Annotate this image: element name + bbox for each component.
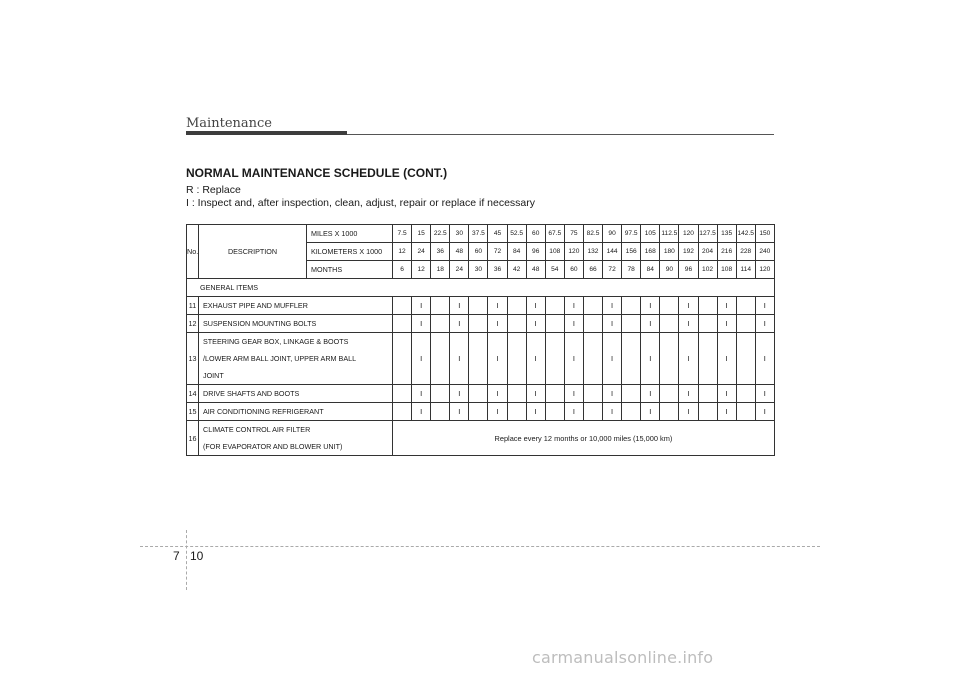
service-mark: I bbox=[641, 385, 660, 403]
interval-value: 84 bbox=[641, 261, 660, 279]
service-mark: I bbox=[412, 315, 431, 333]
service-mark: I bbox=[717, 315, 736, 333]
item-description bbox=[199, 421, 393, 456]
interval-value: 96 bbox=[526, 243, 545, 261]
interval-value: 114 bbox=[736, 261, 755, 279]
service-mark bbox=[507, 333, 526, 385]
interval-value: 82.5 bbox=[583, 225, 602, 243]
item-description bbox=[199, 333, 393, 385]
service-mark: I bbox=[717, 297, 736, 315]
service-mark bbox=[469, 333, 488, 385]
service-mark: I bbox=[755, 315, 774, 333]
service-mark: I bbox=[412, 297, 431, 315]
service-mark: I bbox=[603, 297, 622, 315]
service-mark bbox=[393, 333, 412, 385]
interval-value: 6 bbox=[393, 261, 412, 279]
service-mark bbox=[622, 297, 641, 315]
service-mark bbox=[660, 385, 679, 403]
service-mark bbox=[736, 297, 755, 315]
table-row bbox=[187, 315, 775, 333]
service-mark: I bbox=[564, 403, 583, 421]
interval-value: 204 bbox=[698, 243, 717, 261]
interval-value: 216 bbox=[717, 243, 736, 261]
item-description-line: CLIMATE CONTROL AIR FILTER bbox=[203, 425, 311, 434]
service-mark bbox=[507, 297, 526, 315]
interval-value: 30 bbox=[450, 225, 469, 243]
item-number: 12 bbox=[187, 315, 199, 333]
service-mark bbox=[622, 385, 641, 403]
interval-value: 66 bbox=[583, 261, 602, 279]
service-mark bbox=[736, 333, 755, 385]
service-mark: I bbox=[526, 315, 545, 333]
interval-value: 42 bbox=[507, 261, 526, 279]
item-description-line: (FOR EVAPORATOR AND BLOWER UNIT) bbox=[203, 442, 343, 451]
interval-value: 30 bbox=[469, 261, 488, 279]
service-mark bbox=[698, 315, 717, 333]
footer-divider bbox=[186, 530, 187, 590]
service-mark: I bbox=[488, 297, 507, 315]
general-items-label: GENERAL ITEMS bbox=[187, 279, 775, 297]
service-mark bbox=[469, 315, 488, 333]
interval-value: 72 bbox=[603, 261, 622, 279]
item-description-line: EXHAUST PIPE AND MUFFLER bbox=[203, 301, 308, 310]
service-mark: I bbox=[488, 385, 507, 403]
service-mark: I bbox=[450, 403, 469, 421]
interval-value: 180 bbox=[660, 243, 679, 261]
description-header: DESCRIPTION bbox=[199, 225, 307, 279]
service-mark: I bbox=[641, 315, 660, 333]
service-mark bbox=[469, 403, 488, 421]
service-mark: I bbox=[717, 333, 736, 385]
service-mark: I bbox=[755, 385, 774, 403]
service-mark: I bbox=[603, 385, 622, 403]
interval-value: 90 bbox=[603, 225, 622, 243]
service-mark: I bbox=[679, 403, 698, 421]
service-mark: I bbox=[488, 315, 507, 333]
service-mark: I bbox=[526, 297, 545, 315]
service-mark bbox=[545, 315, 564, 333]
table-row bbox=[187, 421, 775, 456]
service-mark: I bbox=[450, 315, 469, 333]
interval-value: 144 bbox=[603, 243, 622, 261]
service-mark bbox=[507, 403, 526, 421]
service-mark bbox=[660, 297, 679, 315]
service-mark bbox=[736, 403, 755, 421]
interval-value: 105 bbox=[641, 225, 660, 243]
service-mark bbox=[698, 333, 717, 385]
service-mark: I bbox=[755, 403, 774, 421]
interval-value: 60 bbox=[469, 243, 488, 261]
interval-value: 78 bbox=[622, 261, 641, 279]
interval-value: 60 bbox=[564, 261, 583, 279]
service-mark: I bbox=[412, 333, 431, 385]
interval-value: 75 bbox=[564, 225, 583, 243]
service-mark bbox=[583, 403, 602, 421]
item-description-line: STEERING GEAR BOX, LINKAGE & BOOTS bbox=[203, 337, 349, 346]
interval-value: 48 bbox=[450, 243, 469, 261]
interval-value: 7.5 bbox=[393, 225, 412, 243]
item-number: 16 bbox=[187, 421, 199, 456]
table-row bbox=[187, 385, 775, 403]
service-mark: I bbox=[564, 333, 583, 385]
service-mark bbox=[469, 297, 488, 315]
service-mark: I bbox=[488, 403, 507, 421]
interval-value: 12 bbox=[393, 243, 412, 261]
interval-value: 67.5 bbox=[545, 225, 564, 243]
service-mark: I bbox=[679, 315, 698, 333]
service-mark bbox=[583, 315, 602, 333]
footer-rule bbox=[140, 546, 820, 547]
item-description-line: /LOWER ARM BALL JOINT, UPPER ARM BALL bbox=[203, 354, 357, 363]
service-mark bbox=[698, 297, 717, 315]
service-mark bbox=[660, 333, 679, 385]
watermark: carmanualsonline.info bbox=[532, 648, 714, 667]
page-number: 10 bbox=[190, 549, 204, 563]
interval-value: 120 bbox=[679, 225, 698, 243]
service-mark bbox=[583, 333, 602, 385]
replace-note: Replace every 12 months or 10,000 miles (15,000 km) bbox=[393, 421, 775, 456]
interval-value: 132 bbox=[583, 243, 602, 261]
interval-label: KILOMETERS X 1000 bbox=[307, 243, 393, 261]
table-row bbox=[187, 403, 775, 421]
item-description bbox=[199, 315, 393, 333]
interval-label: MONTHS bbox=[307, 261, 393, 279]
service-mark: I bbox=[603, 315, 622, 333]
interval-value: 142.5 bbox=[736, 225, 755, 243]
header-row bbox=[187, 225, 775, 243]
service-mark: I bbox=[603, 333, 622, 385]
interval-value: 127.5 bbox=[698, 225, 717, 243]
interval-value: 72 bbox=[488, 243, 507, 261]
service-mark bbox=[393, 315, 412, 333]
interval-value: 48 bbox=[526, 261, 545, 279]
service-mark bbox=[622, 315, 641, 333]
interval-value: 108 bbox=[545, 243, 564, 261]
interval-value: 112.5 bbox=[660, 225, 679, 243]
service-mark: I bbox=[679, 297, 698, 315]
service-mark bbox=[622, 403, 641, 421]
interval-value: 36 bbox=[431, 243, 450, 261]
interval-value: 24 bbox=[450, 261, 469, 279]
service-mark: I bbox=[755, 297, 774, 315]
service-mark: I bbox=[526, 403, 545, 421]
general-items-row bbox=[187, 279, 775, 297]
legend-replace: R : Replace bbox=[186, 184, 241, 196]
item-number: 15 bbox=[187, 403, 199, 421]
service-mark bbox=[431, 297, 450, 315]
service-mark: I bbox=[564, 385, 583, 403]
interval-value: 150 bbox=[755, 225, 774, 243]
service-mark bbox=[736, 315, 755, 333]
service-mark bbox=[431, 315, 450, 333]
section-title: NORMAL MAINTENANCE SCHEDULE (CONT.) bbox=[186, 166, 448, 180]
service-mark bbox=[583, 297, 602, 315]
item-description-line: DRIVE SHAFTS AND BOOTS bbox=[203, 389, 300, 398]
service-mark: I bbox=[450, 385, 469, 403]
interval-value: 36 bbox=[488, 261, 507, 279]
interval-value: 52.5 bbox=[507, 225, 526, 243]
interval-value: 12 bbox=[412, 261, 431, 279]
interval-value: 120 bbox=[755, 261, 774, 279]
service-mark: I bbox=[564, 297, 583, 315]
service-mark: I bbox=[755, 333, 774, 385]
header-rule bbox=[347, 134, 774, 135]
item-description-line: SUSPENSION MOUNTING BOLTS bbox=[203, 319, 317, 328]
item-number: 11 bbox=[187, 297, 199, 315]
service-mark bbox=[545, 385, 564, 403]
service-mark bbox=[393, 385, 412, 403]
no-header: No. bbox=[187, 225, 199, 279]
interval-value: 90 bbox=[660, 261, 679, 279]
interval-value: 96 bbox=[679, 261, 698, 279]
interval-label: MILES X 1000 bbox=[307, 225, 393, 243]
service-mark bbox=[431, 403, 450, 421]
interval-value: 120 bbox=[564, 243, 583, 261]
service-mark bbox=[736, 385, 755, 403]
service-mark: I bbox=[526, 333, 545, 385]
service-mark bbox=[622, 333, 641, 385]
interval-value: 168 bbox=[641, 243, 660, 261]
service-mark: I bbox=[641, 333, 660, 385]
interval-value: 18 bbox=[431, 261, 450, 279]
header-title: Maintenance bbox=[186, 116, 272, 131]
service-mark: I bbox=[679, 385, 698, 403]
service-mark: I bbox=[412, 403, 431, 421]
service-mark bbox=[545, 297, 564, 315]
interval-value: 228 bbox=[736, 243, 755, 261]
interval-value: 60 bbox=[526, 225, 545, 243]
interval-value: 240 bbox=[755, 243, 774, 261]
item-description bbox=[199, 385, 393, 403]
interval-value: 156 bbox=[622, 243, 641, 261]
service-mark bbox=[545, 333, 564, 385]
item-description-line: JOINT bbox=[203, 371, 224, 380]
service-mark bbox=[393, 297, 412, 315]
service-mark bbox=[507, 315, 526, 333]
header-bar bbox=[186, 131, 347, 135]
item-number: 13 bbox=[187, 333, 199, 385]
chapter-number: 7 bbox=[173, 549, 180, 563]
interval-value: 192 bbox=[679, 243, 698, 261]
service-mark bbox=[431, 333, 450, 385]
maintenance-schedule-table bbox=[186, 224, 775, 456]
interval-value: 54 bbox=[545, 261, 564, 279]
item-description bbox=[199, 403, 393, 421]
table-row bbox=[187, 333, 775, 385]
service-mark: I bbox=[564, 315, 583, 333]
table-row bbox=[187, 297, 775, 315]
interval-value: 84 bbox=[507, 243, 526, 261]
service-mark bbox=[431, 385, 450, 403]
service-mark bbox=[469, 385, 488, 403]
service-mark bbox=[583, 385, 602, 403]
interval-value: 102 bbox=[698, 261, 717, 279]
service-mark bbox=[660, 403, 679, 421]
legend-inspect: I : Inspect and, after inspection, clean, adjust, repair or replace if necessary bbox=[186, 197, 536, 209]
item-number: 14 bbox=[187, 385, 199, 403]
service-mark: I bbox=[679, 333, 698, 385]
interval-value: 97.5 bbox=[622, 225, 641, 243]
service-mark: I bbox=[450, 333, 469, 385]
interval-value: 37.5 bbox=[469, 225, 488, 243]
service-mark: I bbox=[488, 333, 507, 385]
service-mark: I bbox=[717, 385, 736, 403]
service-mark: I bbox=[412, 385, 431, 403]
service-mark bbox=[393, 403, 412, 421]
interval-value: 24 bbox=[412, 243, 431, 261]
interval-value: 108 bbox=[717, 261, 736, 279]
service-mark bbox=[507, 385, 526, 403]
service-mark bbox=[698, 403, 717, 421]
service-mark: I bbox=[603, 403, 622, 421]
item-description-line: AIR CONDITIONING REFRIGERANT bbox=[203, 407, 324, 416]
interval-value: 135 bbox=[717, 225, 736, 243]
interval-value: 22.5 bbox=[431, 225, 450, 243]
service-mark bbox=[545, 403, 564, 421]
service-mark bbox=[660, 315, 679, 333]
service-mark: I bbox=[641, 297, 660, 315]
item-description bbox=[199, 297, 393, 315]
service-mark: I bbox=[450, 297, 469, 315]
interval-value: 15 bbox=[412, 225, 431, 243]
service-mark bbox=[698, 385, 717, 403]
service-mark: I bbox=[717, 403, 736, 421]
service-mark: I bbox=[641, 403, 660, 421]
interval-value: 45 bbox=[488, 225, 507, 243]
service-mark: I bbox=[526, 385, 545, 403]
